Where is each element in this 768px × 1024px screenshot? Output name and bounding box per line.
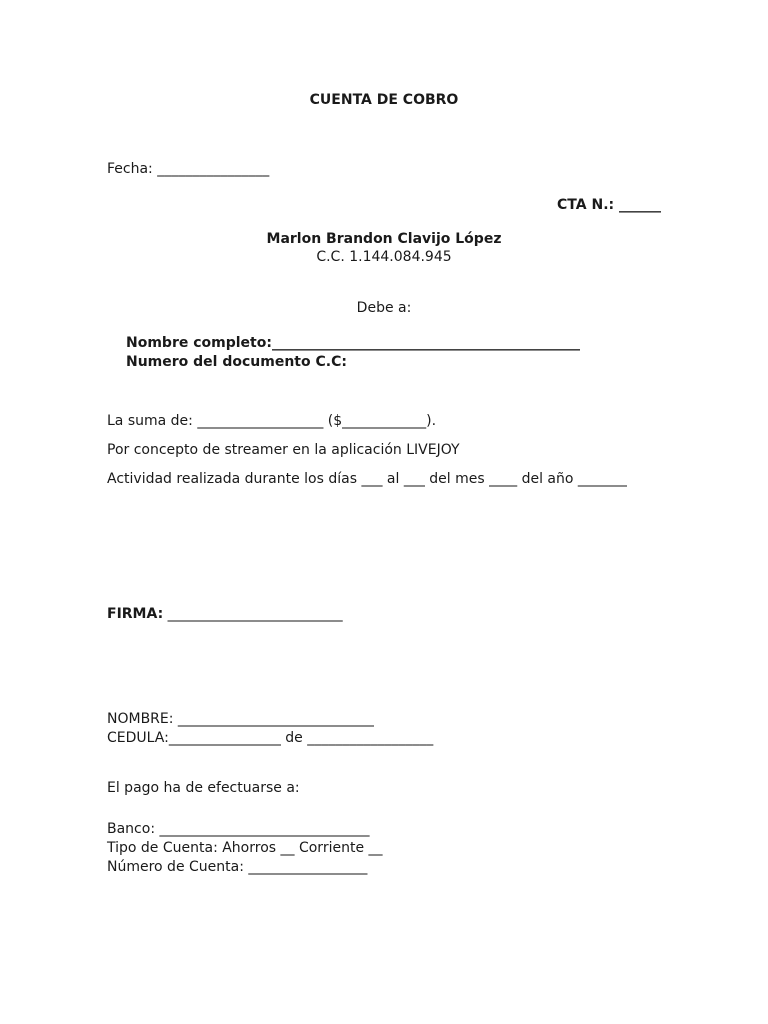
firma-label: FIRMA: <box>107 606 164 622</box>
cta-number-field: CTA N.: ______ <box>557 197 661 213</box>
firma-field <box>107 605 343 623</box>
tipo-cuenta-field: Tipo de Cuenta: Ahorros __ Corriente __ <box>107 840 383 856</box>
actividad-field: Actividad realizada durante los días ___ al ___ del mes ____ del año _______ <box>107 471 627 487</box>
suma-field: La suma de: __________________ ($____________). <box>107 413 437 429</box>
issuer-id: C.C. 1.144.084.945 <box>316 249 452 265</box>
concepto-text: Por concepto de streamer en la aplicación LIVEJOY <box>107 442 460 458</box>
banco-field: Banco: ______________________________ <box>107 821 370 837</box>
firma-line: _________________________ <box>167 606 343 622</box>
cedula-field: CEDULA:________________ de __________________ <box>107 730 434 746</box>
numero-cuenta-field: Número de Cuenta: _________________ <box>107 859 368 875</box>
fecha-field: Fecha: ________________ <box>107 161 270 177</box>
nombre-field: NOMBRE: ____________________________ <box>107 711 374 727</box>
pago-label: El pago ha de efectuarse a: <box>107 780 300 796</box>
document-title: CUENTA DE COBRO <box>309 92 459 108</box>
issuer-name: Marlon Brandon Clavijo López <box>266 231 502 247</box>
debe-a-label: Debe a: <box>356 300 412 316</box>
nombre-completo-field: Nombre completo:____________________________________________ <box>126 335 580 351</box>
numero-documento-field: Numero del documento C.C: <box>126 354 347 370</box>
